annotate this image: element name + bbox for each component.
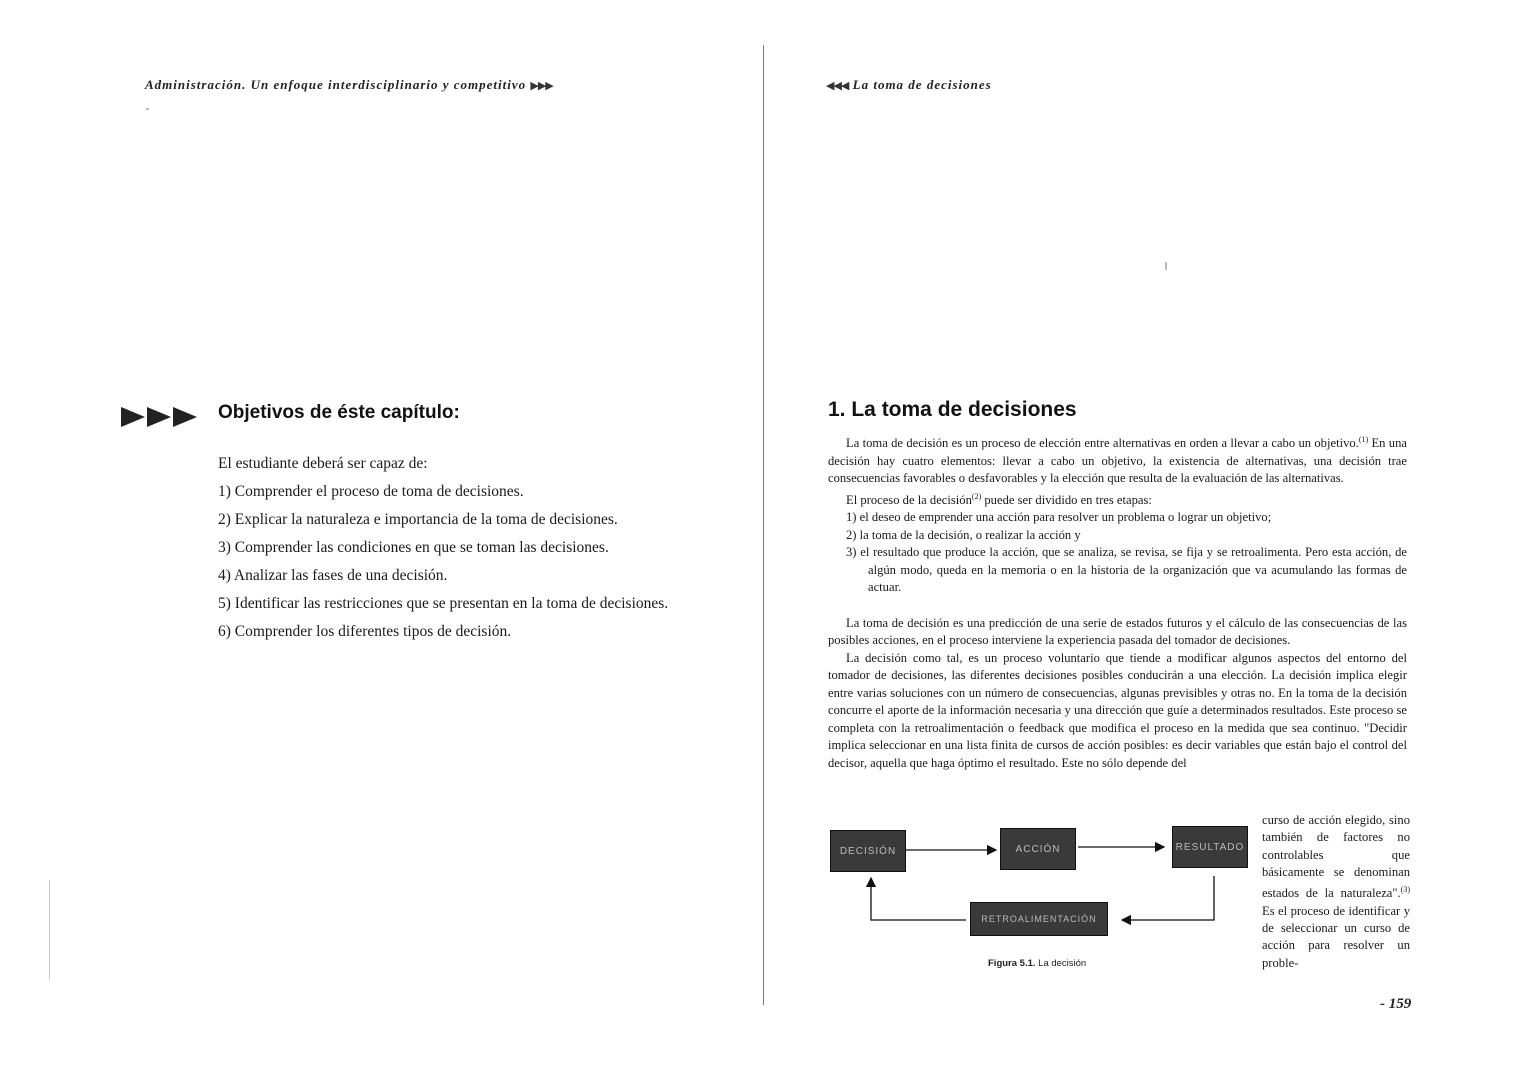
paragraph (828, 488, 1407, 510)
paragraph-text: La toma de decisión es un proceso de elección entre alternativas en orden a llevar a cabo un objetivo. (846, 436, 1359, 451)
decision-diagram (826, 826, 1250, 976)
scan-edge-mark (49, 880, 50, 980)
footnote-ref: (1) (1358, 435, 1369, 444)
triple-arrow-left-icon: ◀◀◀ (826, 80, 849, 92)
right-running-head-text: La toma de decisiones (852, 77, 992, 92)
objective-item: 4) Analizar las fases de una decisión. (218, 567, 448, 584)
scan-speck (146, 108, 149, 110)
paragraph (828, 431, 1407, 488)
triple-arrow-right-icon (121, 404, 199, 430)
paragraph-text: puede ser dividido en tres etapas: (981, 492, 1152, 507)
page-number: - 159 (1380, 996, 1412, 1012)
diagram-box-decision: DECISIÓN (830, 830, 906, 872)
diagram-box-action: ACCIÓN (1000, 828, 1076, 870)
objectives-list (218, 452, 718, 648)
objective-item: 2) Explicar la naturaleza e importancia de la toma de decisiones. (218, 511, 618, 528)
stage-item: 1) el deseo de emprender una acción para resolver un problema o lograr un objetivo; (846, 510, 1272, 525)
right-running-head (826, 77, 992, 93)
section-body-top (828, 431, 1407, 772)
paragraph-text: curso de acción elegido, sino también de factores no controlables que básicamente se denominan estados de la naturaleza". (1262, 813, 1410, 901)
scan-speck (1165, 262, 1167, 270)
objective-item: 6) Comprender los diferentes tipos de decisión. (218, 623, 512, 640)
left-running-head-text: Administración. Un enfoque interdisciplinario y competitivo (145, 77, 527, 92)
section-title: 1. La toma de decisiones (828, 398, 1077, 421)
stage-item: 3) el resultado que produce la acción, que se analiza, se revisa, se fija y se retroalimenta. Pero esta acción, de algún modo, queda en la memoria o en la historia de la organización que va acumulando las formas de actuar. (846, 545, 1407, 595)
paragraph-text: Es el proceso de identificar y de seleccionar un curso de acción para resolver un proble- (1262, 903, 1410, 970)
objective-item: 3) Comprender las condiciones en que se toman las decisiones. (218, 539, 609, 556)
objectives-title: Objetivos de éste capítulo: (218, 402, 460, 423)
objectives-intro: El estudiante deberá ser capaz de: (218, 455, 428, 472)
objective-item: 1) Comprender el proceso de toma de decisiones. (218, 483, 524, 500)
figure-caption (988, 958, 1086, 969)
left-running-head (145, 77, 553, 93)
footnote-ref: (3) (1400, 885, 1410, 895)
diagram-box-result: RESULTADO (1172, 826, 1248, 868)
figure-caption-text: La decisión (1038, 958, 1087, 969)
paragraph-text: En una decisión hay cuatro elementos: llevar a cabo un objetivo, la existencia de alternativas, una decisión trae consecuencias favorables o desfavorables y la elección que resulta de la evaluación de las alternativas. (828, 436, 1407, 486)
diagram-box-feedback: RETROALIMENTACIÓN (970, 902, 1108, 936)
objective-item: 5) Identificar las restricciones que se presentan en la toma de decisiones. (218, 595, 669, 612)
paragraph-text: El proceso de la decisión (846, 492, 972, 507)
footnote-ref: (2) (971, 491, 982, 501)
paragraph: La toma de decisión es una predicción de una serie de estados futuros y el cálculo de las consecuencias de las posibles acciones, en el proceso interviene la experiencia pasada del tomador de decisiones. (828, 615, 1407, 648)
wrapped-text-column (1262, 812, 1410, 972)
stage-item: 2) la toma de la decisión, o realizar la acción y (846, 527, 1081, 542)
figure-caption-label: Figura 5.1. (988, 958, 1036, 969)
triple-arrow-right-icon: ▶▶▶ (530, 80, 553, 92)
paragraph: La decisión como tal, es un proceso voluntario que tiende a modificar algunos aspectos del entorno del tomador de decisiones, las diferentes decisiones posibles conducirán a una elección. La decisión implica elegir entre varias soluciones con un número de consecuencias, algunas previsibles y otras no. En la toma de la decisión concurre el aporte de la información necesaria y una dirección que guíe a determinados resultados. Este proceso se completa con la retroalimentación o feedback que modifica el proceso en la medida que sea continuo. "Decidir implica seleccionar en una lista finita de cursos de acción posibles: es decir variables que están bajo el control del decisor, aquella que haga óptimo el resultado. Este no sólo depende del (828, 650, 1407, 770)
